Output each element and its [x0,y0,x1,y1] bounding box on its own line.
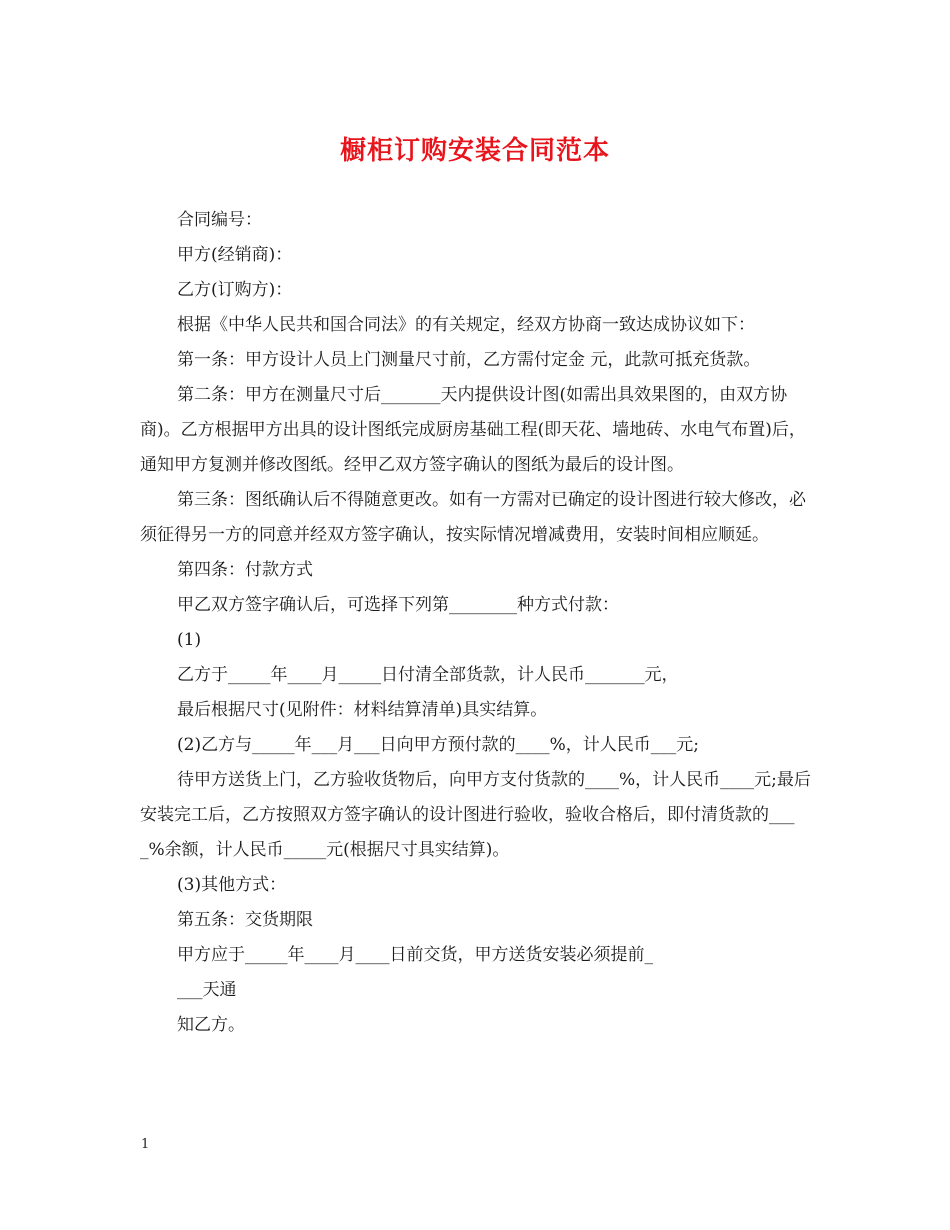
paragraph-article-2: 第二条：甲方在测量尺寸后_______天内提供设计图(如需出具效果图的，由双方协商)。乙方根据甲方出具的设计图纸完成厨房基础工程(即天花、墙地砖、水电气布置)后，通知甲方复测并修改图纸。经甲乙双方签字确认的图纸为最后的设计图。 [140,385,806,475]
paragraph-party-a: 甲方(经销商)： [177,245,293,265]
paragraph-delivery-notice-end: 知乙方。 [177,1015,245,1035]
paragraph-delivery-notice-days: ___天通 [177,980,237,1000]
paragraph-delivery-date: 甲方应于_____年____月____日前交货，甲方送货安装必须提前_ [177,945,653,965]
document-body [140,203,812,1043]
page-number: 1 [141,1137,150,1152]
paragraph-article-3: 第三条：图纸确认后不得随意更改。如有一方需对已确定的设计图进行较大修改，必须征得另一方的同意并经双方签字确认，按实际情况增减费用，安装时间相应顺延。 [140,490,806,545]
paragraph-option-2-detail: 待甲方送货上门，乙方验收货物后，向甲方支付货款的____%，计人民币____元;最后安装完工后，乙方按照双方签字确认的设计图进行验收，验收合格后，即付清货款的____%余额，计人民币_____元(根据尺寸具实结算)。 [140,770,811,860]
paragraph-payment-choice: 甲乙双方签字确认后，可选择下列第________种方式付款： [177,595,619,615]
paragraph-article-5-heading: 第五条：交货期限 [177,910,313,930]
paragraph-option-1-label: (1) [177,630,202,650]
paragraph-option-2: (2)乙方与_____年___月___日向甲方预付款的____%，计人民币___元; [177,735,699,755]
paragraph-option-1-detail: 乙方于_____年____月_____日付清全部货款，计人民币_______元， [177,665,679,685]
paragraph-option-1-settlement: 最后根据尺寸(见附件：材料结算清单)具实结算。 [177,700,548,720]
paragraph-preamble: 根据《中华人民共和国合同法》的有关规定，经双方协商一致达成协议如下： [177,315,755,335]
paragraph-option-3: (3)其他方式： [177,875,287,895]
paragraph-article-4-heading: 第四条：付款方式 [177,560,313,580]
paragraph-article-1: 第一条：甲方设计人员上门测量尺寸前，乙方需付定金 元，此款可抵充货款。 [177,350,761,370]
paragraph-contract-number: 合同编号： [177,210,262,230]
document-title: 橱柜订购安装合同范本 [339,136,610,166]
paragraph-party-b: 乙方(订购方)： [177,280,293,300]
